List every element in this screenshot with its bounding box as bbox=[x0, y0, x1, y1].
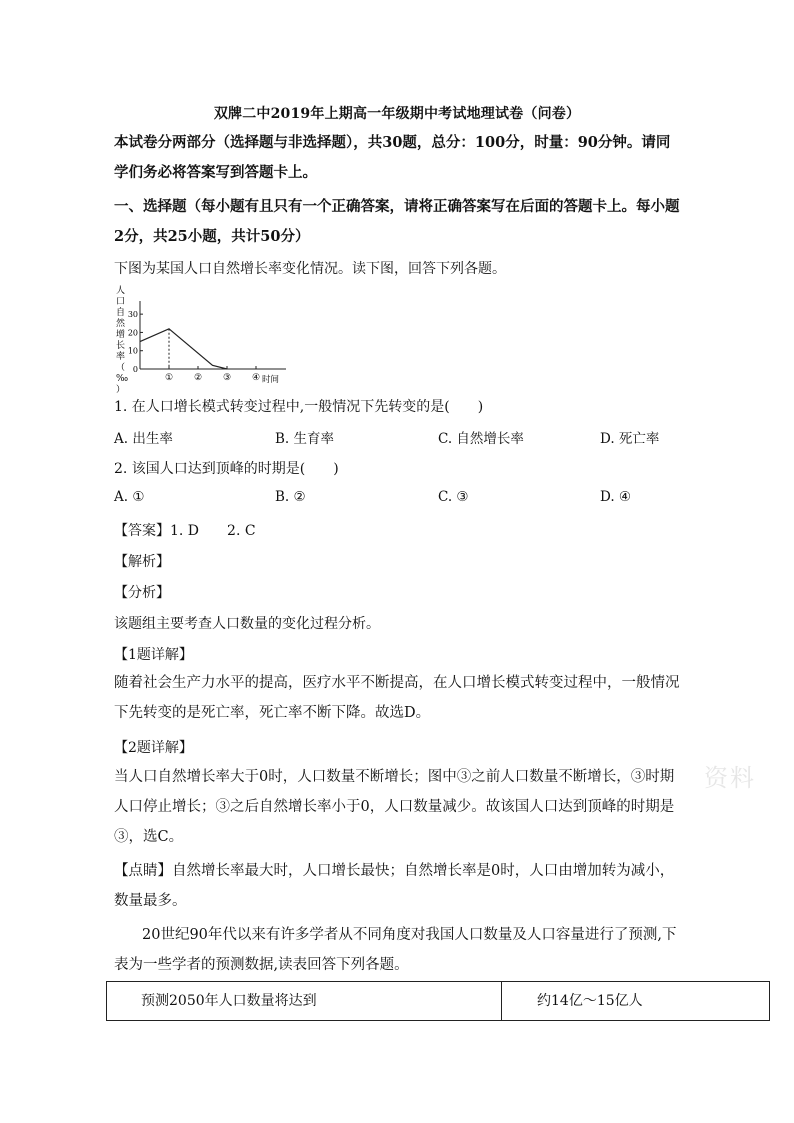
chart-ylabel-char: 人 bbox=[116, 286, 126, 296]
chart-x-tick-label: ① bbox=[164, 373, 174, 383]
chart-ylabel-char: 口 bbox=[116, 297, 126, 307]
watermark: 资料 bbox=[704, 764, 756, 792]
chart-y-ticks bbox=[128, 310, 143, 374]
section-heading: 一、选择题（每小题有且只有一个正确答案，请将正确答案写在后面的答题卡上。每小题2分，共25小题，共计50分） bbox=[114, 198, 680, 245]
chart-ylabel-char: ‰ bbox=[116, 374, 129, 384]
q2-detail-heading: 【2题详解】 bbox=[114, 740, 193, 756]
chart-x-tick-label: ③ bbox=[222, 373, 232, 383]
chart-ylabel-char: （ bbox=[116, 363, 126, 373]
q2-option-c[interactable]: C. ③ bbox=[438, 489, 469, 505]
chart-series-line bbox=[140, 329, 227, 369]
prediction-table bbox=[106, 981, 770, 1021]
q1-option-b[interactable]: B. 生育率 bbox=[275, 431, 335, 447]
q2-detail-text: 当人口自然增长率大于0时，人口数量不断增长；图中③之前人口数量不断增长，③时期人口停止增长；③之后自然增长率小于0，人口数量减少。故该国人口达到顶峰的时期是③，选C。 bbox=[114, 769, 675, 845]
q1-detail-heading: 【1题详解】 bbox=[114, 647, 193, 663]
dianjing-text: 【点睛】自然增长率最大时，人口增长最快；自然增长率是0时，人口由增加转为减小，数量最多。 bbox=[114, 863, 675, 909]
chart-ylabel-char: 增 bbox=[116, 330, 126, 340]
q2-option-d[interactable]: D. ④ bbox=[600, 489, 632, 505]
chart-y-tick-label: 0 bbox=[132, 365, 138, 374]
chart-ylabel-char: ） bbox=[116, 385, 126, 395]
fenxi-text: 该题组主要考查人口数量的变化过程分析。 bbox=[114, 616, 380, 632]
chart-svg bbox=[112, 285, 292, 395]
chart-ylabel-char: 自 bbox=[116, 308, 126, 318]
analysis-heading: 【解析】 bbox=[114, 554, 170, 570]
chart-y-tick-label: 10 bbox=[127, 346, 138, 356]
table-cell-label: 预测2050年人口数量将达到 bbox=[141, 993, 317, 1009]
chart-x-tick-label: ④ bbox=[251, 373, 261, 383]
q1-option-c[interactable]: C. 自然增长率 bbox=[438, 431, 524, 447]
fenxi-heading: 【分析】 bbox=[114, 585, 170, 601]
question-1-stem: 1. 在人口增长模式转变过程中,一般情况下先转变的是( ) bbox=[114, 399, 484, 415]
chart-ylabel-char: 率 bbox=[116, 352, 126, 362]
q1-option-d[interactable]: D. 死亡率 bbox=[600, 431, 660, 447]
chart-y-tick-label: 20 bbox=[127, 328, 138, 338]
next-question-intro: 20世纪90年代以来有许多学者从不同角度对我国人口数量及人口容量进行了预测,下表为一些学者的预测数据,读表回答下列各题。 bbox=[114, 927, 677, 973]
q2-option-b[interactable]: B. ② bbox=[275, 489, 306, 505]
growth-rate-chart bbox=[112, 285, 292, 395]
chart-series bbox=[140, 329, 227, 369]
table-divider bbox=[501, 982, 502, 1020]
answer-line: 【答案】1. D 2. C bbox=[114, 523, 256, 539]
q1-detail-text: 随着社会生产力水平的提高，医疗水平不断提高，在人口增长模式转变过程中，一般情况下先转变的是死亡率，死亡率不断下降。故选D。 bbox=[114, 675, 680, 721]
page-title: 双牌二中2019年上期高一年级期中考试地理试卷（问卷） bbox=[213, 106, 581, 122]
q2-option-a[interactable]: A. ① bbox=[114, 489, 145, 505]
chart-ylabel-char: 然 bbox=[116, 319, 126, 329]
chart-ylabel bbox=[116, 284, 128, 395]
chart-axes bbox=[140, 301, 286, 369]
chart-x-tick-label: ② bbox=[193, 373, 203, 383]
table-cell-value: 约14亿～15亿人 bbox=[537, 993, 643, 1009]
q1-option-a[interactable]: A. 出生率 bbox=[114, 431, 173, 447]
chart-xlabel: 时间 bbox=[262, 375, 280, 385]
question-2-stem: 2. 该国人口达到顶峰的时期是( ) bbox=[114, 461, 339, 477]
exam-intro: 本试卷分两部分（选择题与非选择题），共30题，总分：100分，时量：90分钟。请同学们务必将答案写到答题卡上。 bbox=[114, 134, 671, 181]
chart-y-tick-label: 30 bbox=[127, 310, 138, 320]
question-intro: 下图为某国人口自然增长率变化情况。读下图，回答下列各题。 bbox=[114, 261, 506, 277]
chart-ylabel-char: 长 bbox=[116, 341, 126, 351]
